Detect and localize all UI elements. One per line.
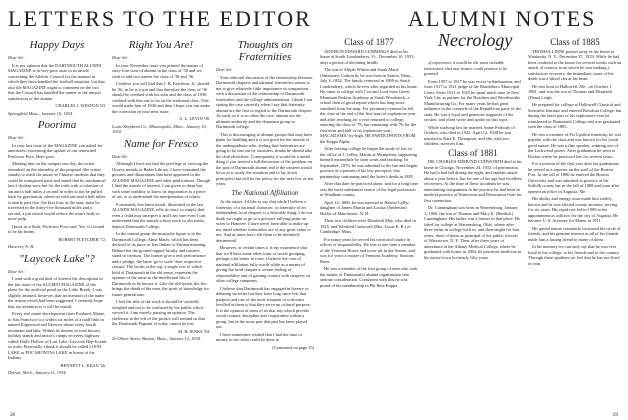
salutation: Dear Sir: — [216, 67, 233, 72]
address: Louis-Shepherd Co., Minneapolis, Minn., January 10, 1934. — [112, 123, 207, 134]
paragraph: I feel the title of the work it should be carefully weighed and not to be confused by the public which viewed it. I am merely passing an opinion. The skeletons in the left of the picture will remind us that the Dartmouth Pageant of today cannot be lost. — [112, 299, 205, 326]
paragraph: I believe you will find that J. B. Ketchum, Jr., should be '36, as he is a son and that therefore the class of '36 should be credited with his sons and the class of 1936 credited with this one to be on the freshman class. This would make him of 1936 and then I hope you can make the correction in your next issue. — [112, 81, 210, 114]
paragraph: In your November issue you printed the names of sixty-four sons of alumni in the class of '38 and we wish to add two names the class of '38 and '36. — [112, 62, 204, 79]
necrology-heading: Necrology — [438, 30, 513, 50]
paragraph: After that date he practiced alone, and for a long time was the most substantial source of the legal profession in Windham county. — [320, 181, 418, 197]
signature: ROBERT FLETCHER '72. — [58, 236, 106, 242]
paragraph: In his memory we can only say that he was ever loyal to his college, to his friends and to his country. Through these qualities we feel that he has not lived in vain. — [528, 244, 620, 266]
paragraph: From 1907 to 1917 he was rector in Sanbornton, and from 1917 to 1921 judge of the Brattleboro Municipal Court. From 1921 to 1925 he spent much time in New York City as partner for the Hutchins and Woodworths Manufacturing Co. For many years he had great influence in the counsels of the Republican party of the state. He was a loyal and generous supporter of his section, and often wrote and spoke on this topic. — [424, 78, 522, 122]
paragraph: After leaving college he began the study of law in the office of J. LeRoy Martin at Montpelier, supporting himself meanwhile by farm work and teaching. In September, 1879, he was admitted to the bar and began practice as a partner of his law preceptor, this partnership continuing until the latter's death in 1885. — [320, 146, 418, 179]
letter-title: "Laycock Lake"? — [19, 252, 95, 265]
paragraph: His ability and energy soon made him widely known and he was elected county attorney, serving for six years. His rapid rise led in 1900 to his appointment as solicitor for the city of Augusta. He became U. S. Attorney for Maine in 1911. — [528, 196, 619, 223]
letters-column-2 — [112, 36, 210, 414]
page-number-right: 29 — [613, 413, 618, 418]
class-heading: Class of 1881 — [448, 147, 498, 158]
letter-title: Poorima — [37, 119, 77, 131]
necrology-column-3 — [528, 36, 622, 414]
paragraph: He prepared for college at Hallowell Classical and Scientific Institute and entered Bowdoin College, but during the latter part of his sophomore year he transferred to Dartmouth College and was graduated with the class of 1885. — [528, 102, 622, 129]
paragraph: I believe that Dartmouth has engaged in literary or debating societies but they have long since lost that purpose and one of the most frequent of criticisms levelled at them is that they serve no cultural purpose. It is the opinion of most of us that any which provide social contact, discipline and cooperation within a group, but in the most part that part has been played out. — [216, 285, 311, 329]
paragraph: April 14, 1880, he was married to Harriet Colby, daughter of James Martin and Louisa (Anderson) Hobbs of Manchester, N. H. — [320, 199, 410, 216]
paragraph: Dr. Cunningham was born in Warrensburg, January 1, 1860, the son of Thomas and Mary E. (Burdick) Cunningham. His father was a farmer in that place. He fitted for college at Warrensburg, Ohio, where after three terms in college with us, and then taught for four years, three of them as principal of the public schools of Watertown, N. Y. Then, after three years of attendance at the Albany Medical College, where he graduated with honor in 1884, he practiced medicine in his native town for nearly fifty years. — [424, 205, 522, 260]
signature: M. B. JENKS '94. — [178, 328, 210, 334]
paragraph: In the central group the mustache figure is in the Dartmouth College, Alma Mater, which has been defaced of its more or less Indian or Puritan meaning. Behind her the ground rapped faculty and trustees stand in crimson. The former give a real performance and a pledge; the latter 'go to scale' their respective classes. The books at the top, a single row of which hold of Dartmouth in the old sense, represent the opinion of the artist as the intellectual life of Dartmouth as he knows it. Like the old tyrant, the fire brings the death of the men, the spirit of knowledge for future generations. — [112, 231, 209, 297]
signature: CHARLES J. WESTON '03. — [55, 103, 106, 108]
paragraph: I read with a great deal of interest the description in the last issue of the ALUMNI MAGAZINE of the plans for the artificial pond on the Little Brook. I was slightly amazed, however, that no mention of the name the reason which had been suggested. I certainly hope that my attention to it will be repaid. — [8, 276, 105, 309]
paragraph: He was born in Hallowell, Me., on October 1, 1861, and was the son of Thomas and Elizabeth (Dana) Leigh. — [528, 83, 613, 100]
paragraph: For many years he served his town and county in offices of responsibility. He was at one time a member of the Vermont House and twice sat in the Senate, and was for years a trustee of Vermont Academy, Saxtons River. — [320, 236, 416, 264]
class-heading: Class of 1885 — [550, 37, 600, 47]
paragraph: While studying law he married Annie Peabody of Grafton, who died in 1922. April 12, 1928 he was married to Kate E. Thompson, and she, with two children, survives him. — [424, 124, 515, 146]
banner-left: LETTERS TO THE EDITOR — [8, 6, 312, 31]
letter-title: Happy Days — [29, 39, 85, 51]
salutation: Dear Sir: — [8, 135, 25, 140]
letter-title: Thoughts on Fraternities — [237, 39, 293, 63]
signature: BENNETT L. KEAN '26. — [60, 362, 106, 368]
letters-column-1 — [8, 36, 106, 414]
paragraph: The son of Abijah Whitin and Sarah Marie (Simmons) Cudworth, he was born in Sutton, Mass., July 3, 1852. The family removed in 1869 to South Londonderry, which he ever after regarded as his home. He came to college with Cox and Lord from Green Mountain Perkins Academy at South Woodstock, a school then of good repute which has long since vanished from the map. For pecuniary reasons he left the class at the end of the first term of sophomore year, and after teaching for a year returned to college, entering the class of '78, but remaining with '76 for the first term and half of its sophomore year, MACADAMIC-by-high. HE PARTICIPANTS FROM the Kappa Alpha. — [320, 67, 418, 144]
paragraph: THOMAS LINNE passed away in his home at Waukesha, N. Y., December 27, 1933. While he had been confined to the house for several weeks with an attack of sciatica from which he was making a satisfactory recovery, the immediate cause of his death was a blood clot at his heart. — [528, 48, 622, 81]
paragraph: At the outset, I'd like to say that while I believe a fraternity of a national character, or fraternity of an independent local chapter, is a desirable thing, I do not think we ought to go to a pressure rallying point on votes to Hanover. I have never been able to make up my mind whether fraternities are of any great value or not. And at times have felt them to be definitely detrimental. — [216, 199, 313, 243]
paragraph: Fortunately this latest mural, illustrated in the last ALUMNI MAGAZINE, tells its story so simply that even a child may interpret it and I am sure even I can understand that the murals whose work so obviously depicts Dartmouth College. — [112, 201, 206, 229]
class-heading: Class of 1877 — [344, 37, 394, 47]
paragraph: Their two children were Elizabeth May, who died in 1925, and Winifred Cudworth (Mrs. Louis E. B.) of Cambridge, Mass. — [320, 218, 416, 234]
paragraph: Every real estate development from Portland, Maine, to San Francisco is a within six miles of a mall little in named Edgewood and likewise about every fourth mountain and lake. Within its dozens of road houses, holiday stands and motor's camps on every highway called Dud's Hollow of Lost Lake, Laycock Hop-In and so forth. Personally I think it should be called LOON LAKE or POCAHONTAS LAKE in honor of the Indians. — [8, 311, 106, 360]
letters-column-3 — [216, 36, 314, 414]
continued-note: (Continued on page 33) — [272, 344, 314, 350]
necrology-column-2 — [424, 60, 522, 414]
letter-title: Right You Are! — [128, 39, 194, 51]
paragraph: I have sometimes wished that I had the time or money to see what could be done in — [216, 331, 303, 342]
paragraph: ADDISON EDWARD CUMMINGS died at his home at South Londonderry, Vt., December 10, 1933, after a period of declining health. — [320, 48, 415, 65]
paragraph: In your last issue of the MAGAZINE you asked for anecdotes concerning the upshift of our renowned Professor Poor. Here goes: — [8, 142, 103, 159]
signature: A. L. LEVIN '08. — [179, 116, 210, 121]
salutation: Dear Sir: — [8, 268, 25, 274]
banner-right: ALUMNI NOTES — [408, 6, 597, 31]
paragraph: This is discouraging to alumni groups that may have plans for building and it is not good for the morale of the undergraduate who, feeling that fraternities are going to be cast out by outsiders, thinks he should take his club elsewhere. Consequently it would be a useful thing if you invited a full discussion of the problem on the part of Dartmouth alumni and if the trustees would be so as to study the situation and to lay down principles that will be the policy for the next few or ten years. — [216, 131, 313, 186]
salutation: Dear Sir: — [112, 153, 129, 159]
paragraph: However, at certain times it is my experience that that we'll have some other form of social grouping, perhaps a bit better in form. I believe the core of national affiliation fully worth while as a means of giving the local chapter a certain feeling of responsibility and of gaining contact with chapters on other college campuses. — [216, 245, 311, 283]
letter-title: Name for Fresco — [123, 137, 199, 150]
salutation: Dear Sir: — [112, 55, 129, 60]
paragraph: He was a member of Psi Upsilon fraternity, he was popular with the class and was known for his jovial good nature. He was a fine speaker, winning one of the Lockwood prizes. After graduation he went to Boston where he practiced law for several years. — [528, 131, 622, 159]
salutation: Dear Sir: — [8, 55, 25, 60]
paragraph: Your editorial discussion of the relationship between Dartmouth chapters and national fraternities seems to me to give relatively little importance in comparison with a discussion of the relationship of Dartmouth fraternities and the college administration. I think I am stating the case correctly when I say that fraternity alumni are the first to regard to the Dartmouth chapter. As such, as it is so often the case, alumni are the ultimate authority and the dominant group in Dartmouth college. — [216, 74, 313, 129]
paragraph: Quick as a flash, Professor Poor said: Yes, it's bound to be his bones. — [8, 223, 105, 234]
address: Springfield Mass., January 16, 1934. — [8, 110, 74, 116]
address: 20 Oliver Street, Boston, Mass., January 12, 1934. — [112, 336, 201, 341]
necrology-column-1 — [320, 36, 418, 414]
paragraph: DR. CHARLES EDMUND CUDWORTH died at his home in Chicago, November 24, 1933, of pneumonia. He had a bad fall during the night, and another attack about a year before, but for one of his age had excellent recoveries. At the time of these accidents he was entertaining companions in the practice he had been in medical practice at Watertown and Wauwatosa from his first connection. — [424, 159, 522, 203]
paragraph: Meeting him on the campus one day, the writer remarked on the absurdity of the proposal (the writer stands) to teach the music to Chinese students that they could be transposed parts and stated that by mechanical law a rhythm were but for the truth with a cohesion of sin and a half miles a second in order to not be pulled back by gravitation, where-as with one and a half miles is nearly past five, the first four, at the start, must be traversed in the thirty-five thousand miles and a second, a pin which would reduce the man's body to more pulp. — [8, 161, 106, 221]
address: Hanover, N. H. — [8, 244, 35, 249]
address: Detroit, Mich., January 11, 1934. — [8, 370, 67, 375]
paragraph: of experience it would be the most valuable inheritance that any trustee could possess to be granted. — [424, 60, 508, 76]
paragraph: Although I have not had the privilege of viewing the Orozco murals in Baker Library, I have examined the pictures and illustrations that have appeared in the ALUMNI MAGAZINE and other publications. Though I find the murals of interest, I am given to them but with some inability to know its importance as a piece of art; or to understand the interpretation of others. — [112, 161, 210, 199]
paragraph: For a portion of the first year after his graduation, he served as a reporter on the staff of the Boston Post. In the fall of 1886 he entered the Boston University and was admitted to practice at the Suffolk county bar in the fall of 1888 and soon after opened an office in Augusta, Me. — [528, 161, 620, 194]
paragraph: It is my opinion that the DARTMOUTH ALUMNI MAGAZINE is in very poor taste in its article concerning the Athletic Council for the manner in which they have handled the football situation, but that also the MAGAZINE ought to comment on the fact that the Council has handled the matter to the utmost satisfaction of the alumni. — [8, 62, 105, 101]
subheading: The National Affiliation — [231, 188, 299, 197]
paragraph: He was a member of the first group of men who took the matter of Dartmouth's alumni organization into serious consideration. Consistent with this he was proud of his membership in Phi Beta Kappa. — [320, 266, 418, 288]
page-number-left: 28 — [10, 413, 15, 418]
paragraph: His genial nature constantly increased his circle of friends, and his genuine interest in all of his friends made him a lasting friend to many of them. — [528, 225, 621, 242]
